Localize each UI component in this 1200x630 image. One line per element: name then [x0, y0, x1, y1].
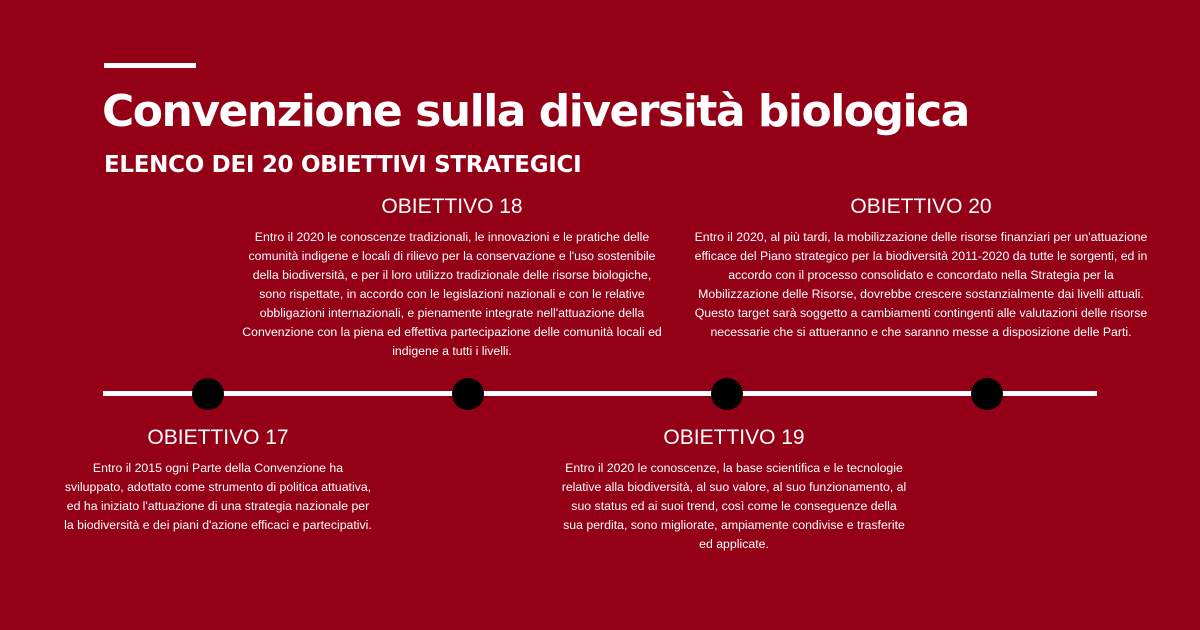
timeline-node-17: [192, 378, 224, 410]
milestone-obiettivo-20: [690, 194, 1152, 342]
milestone-description: Entro il 2020 le conoscenze, la base scientifica e le tecnologie relative alla biodiversità, al suo valore, al suo funzionamento, al suo status ed ai suoi trend, così come le conseguenze della sua perdita, sono migliorate, ampiamente condivise e trasferite ed applicate.: [561, 461, 907, 552]
timeline-node-20: [971, 378, 1003, 410]
page-subtitle: ELENCO DEI 20 OBIETTIVI STRATEGICI: [104, 152, 582, 178]
milestone-title: OBIETTIVO 20: [850, 195, 992, 218]
milestone-title: OBIETTIVO 18: [381, 195, 523, 218]
timeline-line: [103, 391, 1097, 396]
page-title: Convenzione sulla diversità biologica: [102, 86, 969, 137]
milestone-description: Entro il 2015 ogni Parte della Convenzione ha sviluppato, adottato come strumento di politica attuativa, ed ha iniziato l'attuazione di una strategia nazionale per la biodiversità e dei piani d'azione efficaci e partecipativi.: [64, 461, 372, 533]
milestone-obiettivo-19: [560, 425, 908, 554]
title-accent-bar: [104, 63, 196, 68]
milestone-description: Entro il 2020, al più tardi, la mobilizzazione delle risorse finanziari per un'attuazione efficace del Piano strategico per la biodiversità 2011-2020 da tutte le sorgenti, ed in accordo con il processo consolidato e concordato nella Strategia per la Mobilizzazione delle Risorse, dovrebbe crescere sostanzialmente dai livelli attuali. Questo target sarà soggetto a cambiamenti contingenti alle valutazioni delle risorse necessarie che si attueranno e che saranno messe a disposizione delle Parti.: [694, 230, 1148, 340]
milestone-obiettivo-17: [62, 425, 374, 535]
milestone-description: Entro il 2020 le conoscenze tradizionali, le innovazioni e le pratiche delle comunità indigene e locali di rilievo per la conservazione e l'uso sostenibile della biodiversità, e per il loro utilizzo tradizionale delle risorse biologiche, sono rispettate, in accordo con le legislazioni nazionali e con le relative obbligazioni internazionali, e pienamente integrate nell'attuazione della Convenzione con la piena ed effettiva partecipazione delle comunità locali ed indigene a tutti i livelli.: [242, 230, 662, 359]
timeline-node-19: [711, 378, 743, 410]
milestone-title: OBIETTIVO 19: [663, 426, 805, 449]
milestone-title: OBIETTIVO 17: [147, 426, 289, 449]
timeline-node-18: [452, 378, 484, 410]
milestone-obiettivo-18: [238, 194, 666, 361]
